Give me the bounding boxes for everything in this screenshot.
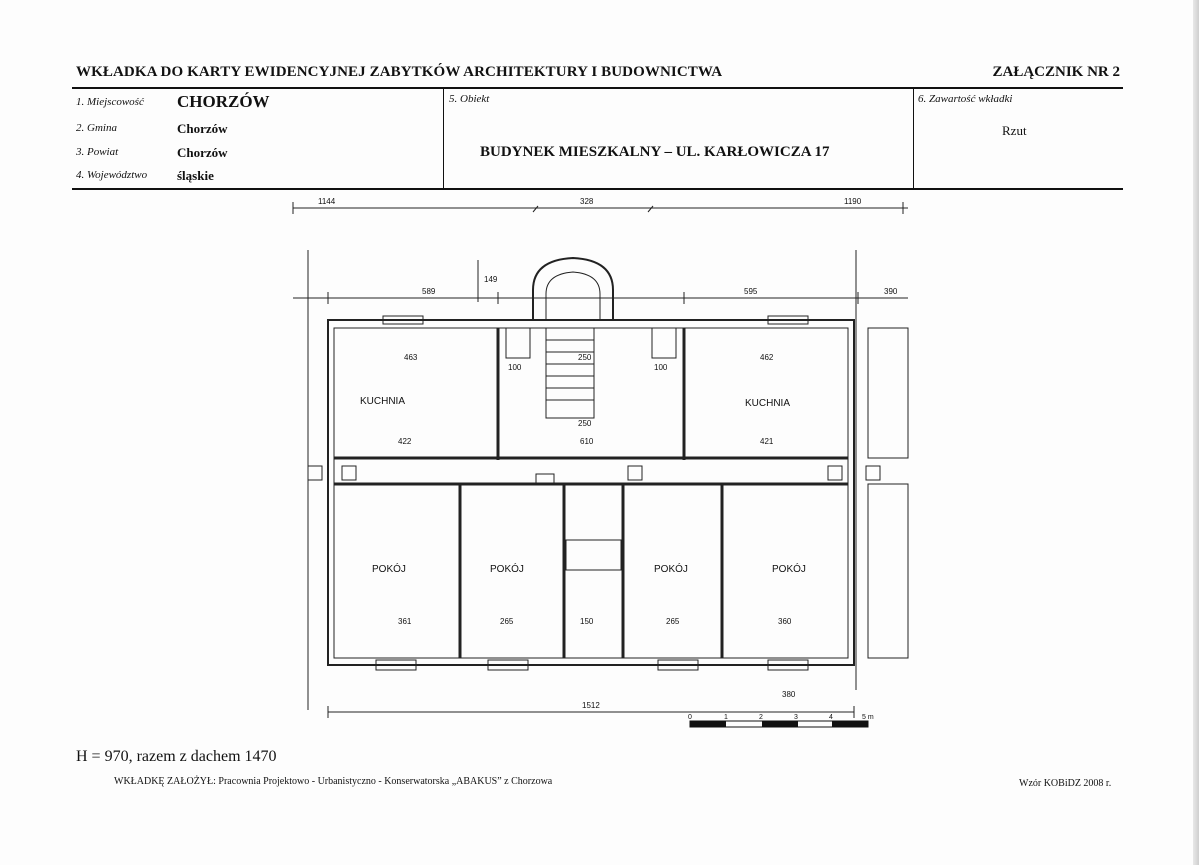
county-value: Chorzów <box>177 145 228 160</box>
commune-value: Chorzów <box>177 121 228 136</box>
room-kuchnia-right: KUCHNIA <box>745 398 791 409</box>
room-pokoj-4: POKÓJ <box>772 564 806 575</box>
dim-265-right: 265 <box>666 617 680 626</box>
scale-tick-5: 5 m <box>862 714 874 721</box>
dim-380: 380 <box>782 690 796 699</box>
dim-463: 463 <box>404 353 418 362</box>
dim-422: 422 <box>398 437 412 446</box>
locality-label: 1. Miejscowość <box>76 96 144 108</box>
content-label: 6. Zawartość wkładki <box>918 93 1013 105</box>
dim-250: 250 <box>578 353 592 362</box>
scale-tick-2: 2 <box>759 714 763 721</box>
header-divider-1 <box>443 88 444 189</box>
scale-bar <box>688 714 874 727</box>
height-note: H = 970, razem z dachem 1470 <box>76 748 277 765</box>
dim-328: 328 <box>580 197 594 206</box>
dim-1512: 1512 <box>582 701 600 710</box>
locality-value: CHORZÓW <box>177 92 270 111</box>
scale-tick-1: 1 <box>724 714 728 721</box>
document-title: WKŁADKA DO KARTY EWIDENCYJNEJ ZABYTKÓW ARCHITEKTURY I BUDOWNICTWA <box>76 64 723 80</box>
object-value: BUDYNEK MIESZKALNY – UL. KARŁOWICZA 17 <box>480 144 830 160</box>
dim-150: 150 <box>580 617 594 626</box>
annex-number: ZAŁĄCZNIK NR 2 <box>992 64 1120 80</box>
dim-361: 361 <box>398 617 412 626</box>
room-pokoj-2: POKÓJ <box>490 564 524 575</box>
dim-265-left: 265 <box>500 617 514 626</box>
room-kuchnia-left: KUCHNIA <box>360 396 406 407</box>
dim-1144: 1144 <box>318 197 336 206</box>
scan-edge <box>1193 0 1199 865</box>
room-pokoj-3: POKÓJ <box>654 564 688 575</box>
scale-tick-0: 0 <box>688 714 692 721</box>
scale-tick-3: 3 <box>794 714 798 721</box>
commune-label: 2. Gmina <box>76 122 117 134</box>
header-top-rule <box>72 87 1123 89</box>
object-label: 5. Obiekt <box>449 93 490 105</box>
dim-1190: 1190 <box>844 197 862 206</box>
voivodeship-label: 4. Województwo <box>76 169 148 181</box>
dim-149: 149 <box>484 275 498 284</box>
dim-250-b: 250 <box>578 419 592 428</box>
dim-360: 360 <box>778 617 792 626</box>
scale-tick-4: 4 <box>829 714 833 721</box>
dim-595: 595 <box>744 287 758 296</box>
content-value: Rzut <box>1002 123 1027 138</box>
room-pokoj-1: POKÓJ <box>372 564 406 575</box>
dim-421: 421 <box>760 437 774 446</box>
dim-462: 462 <box>760 353 774 362</box>
dim-100-right: 100 <box>654 363 668 372</box>
floor-plan <box>288 190 918 750</box>
voivodeship-value: śląskie <box>177 168 214 183</box>
founded-by: WKŁADKĘ ZAŁOŻYŁ: Pracownia Projektowo - Urbanistyczno - Konserwatorska „ABAKUS” z Chorzowa <box>114 776 553 787</box>
header-divider-2 <box>913 88 914 189</box>
dim-610: 610 <box>580 437 594 446</box>
county-label: 3. Powiat <box>76 146 119 158</box>
dim-589: 589 <box>422 287 436 296</box>
dim-390: 390 <box>884 287 898 296</box>
pattern-note: Wzór KOBiDZ 2008 r. <box>1019 778 1112 789</box>
dim-100-left: 100 <box>508 363 522 372</box>
